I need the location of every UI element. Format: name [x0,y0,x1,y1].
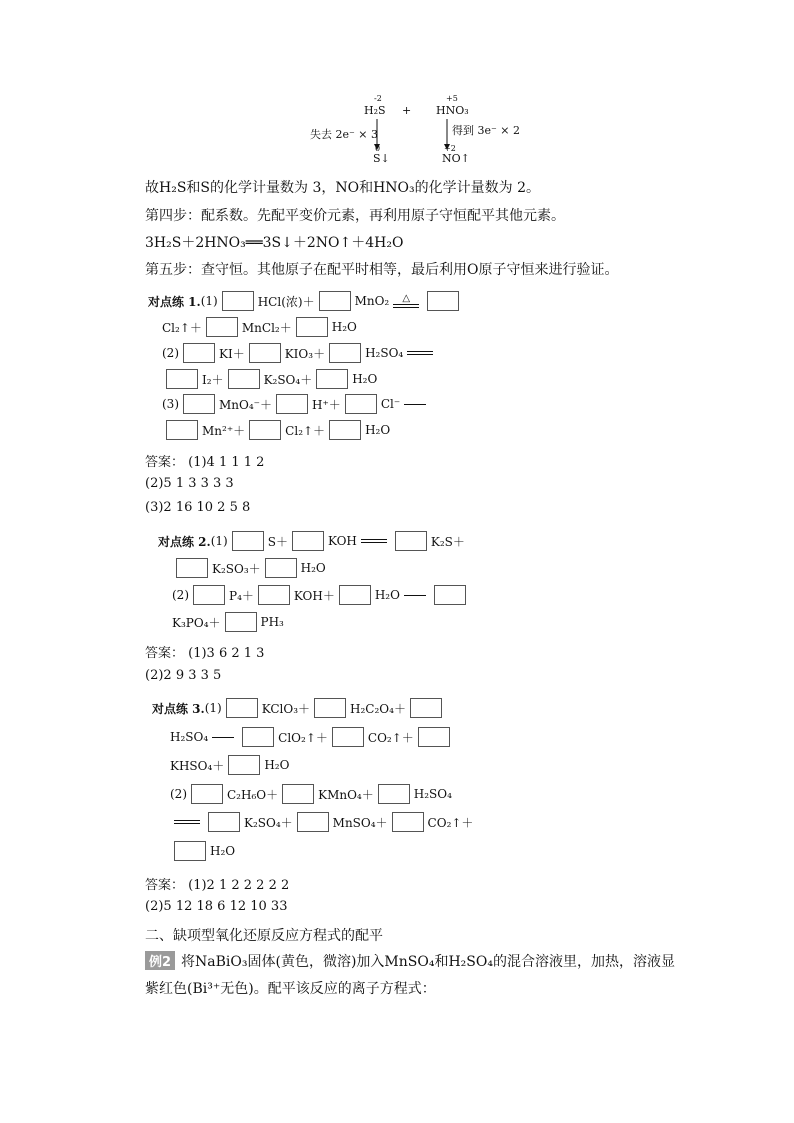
answer-box[interactable] [329,343,361,363]
example-2-text-line-1 [145,951,675,971]
formula: Mn²⁺＋ [202,423,246,438]
body-line-1: 故H₂S和S的化学计量数为 3，NO和HNO₃的化学计量数为 2。 [145,180,540,196]
formula: H₂O [365,423,391,437]
answer-box[interactable] [228,369,260,389]
formula: C₂H₆O＋ [227,787,279,802]
s-product: S↓ [373,152,390,165]
h2s-oxidation-state: -2 [374,94,382,103]
exercise-3-line-1 [152,698,446,718]
formula: MnO₄⁻＋ [219,397,272,412]
part-number: (2) [162,346,179,360]
example-2-text-line-2: 紫红色(Bi³⁺无色)。配平该反应的离子方程式： [145,981,436,997]
equals-sign [174,820,200,824]
answer-box[interactable] [434,585,466,605]
exercise-1-line-4 [162,369,377,389]
s-oxidation-state: 0 [375,144,381,153]
answer-box[interactable] [176,558,208,578]
answer-box[interactable] [410,698,442,718]
formula: Cl₂↑＋ [162,320,202,335]
no-oxidation-state: +2 [444,144,456,153]
long-dash [404,595,426,596]
answer-box[interactable] [345,394,377,414]
formula: MnSO₄＋ [332,815,388,830]
answer-box[interactable] [427,291,459,311]
long-dash [404,404,426,405]
answer-box[interactable] [206,317,238,337]
answer-box[interactable] [226,698,258,718]
answer-box[interactable] [339,585,371,605]
lose-electrons-label: 失去 2e⁻ × 3 [310,128,379,141]
example-tag: 例2 [145,951,175,970]
hno3-oxidation-state: +5 [446,94,458,103]
formula: H₂O [331,320,357,334]
answer-box[interactable] [166,369,198,389]
answer-box[interactable] [249,343,281,363]
exercise-2-line-1 [158,531,465,551]
answer-1-line-1: 答案： (1)4 1 1 1 2 [145,455,265,470]
electron-transfer-diagram [310,94,550,165]
formula: K₂SO₄＋ [263,372,313,387]
no-product: NO↑ [442,152,470,165]
answer-box[interactable] [249,420,281,440]
answer-box[interactable] [225,612,257,632]
formula: P₄＋ [229,588,254,603]
formula: H₂O [300,561,326,575]
formula: CO₂↑＋ [367,730,414,745]
formula: Cl₂↑＋ [285,423,326,438]
formula: KMnO₄＋ [318,787,374,802]
answer-box[interactable] [183,394,215,414]
answer-2-line-2: (2)2 9 3 3 5 [145,668,222,683]
exercise-3-line-3 [170,755,289,775]
formula: ClO₂↑＋ [278,730,328,745]
example-2-text: 将NaBiO₃固体(黄色，微溶)加入MnSO₄和H₂SO₄的混合溶液里，加热，溶液显 [181,954,675,970]
exercise-1-line-5 [162,394,430,414]
answer-box[interactable] [193,585,225,605]
formula: PH₃ [260,615,284,629]
formula: H₂SO₄ [413,787,452,801]
formula: KOH＋ [293,588,335,603]
part-number: (2) [172,588,189,602]
exercise-2-line-3 [172,585,470,605]
formula: CO₂↑＋ [427,815,474,830]
answer-box[interactable] [242,727,274,747]
formula: K₂S＋ [430,534,465,549]
formula: I₂＋ [202,372,224,387]
formula: K₃PO₄＋ [172,615,221,630]
answer-box[interactable] [316,369,348,389]
part-number: (3) [162,397,179,411]
formula: MnCl₂＋ [241,320,292,335]
formula: HCl(浓)＋ [257,294,315,309]
answer-box[interactable] [166,420,198,440]
answer-box[interactable] [378,784,410,804]
answer-box[interactable] [174,841,206,861]
section-heading: 二、缺项型氧化还原反应方程式的配平 [145,928,383,944]
exercise-3-line-5 [170,812,473,832]
answer-box[interactable] [319,291,351,311]
answer-box[interactable] [265,558,297,578]
formula: H₂C₂O₄＋ [350,701,406,716]
formula: H₂O [210,844,236,858]
body-line-4: 第五步：查守恒。其他原子在配平时相等，最后利用O原子守恒来进行验证。 [145,262,619,278]
equals-sign [361,539,387,543]
answer-box[interactable] [232,531,264,551]
part-number: (1) [210,534,228,548]
plus-sign: + [402,104,412,117]
heat-equals-sign: △ [393,294,419,308]
answer-box[interactable] [418,727,450,747]
exercise-2-line-2 [172,558,326,578]
formula: K₂SO₄＋ [244,815,293,830]
exercise-1-line-3 [162,343,437,363]
answer-box[interactable] [228,755,260,775]
answer-3-line-2: (2)5 12 18 6 12 10 33 [145,899,288,914]
formula: H₂SO₄ [365,346,404,360]
answer-1-line-2: (2)5 1 3 3 3 3 [145,476,234,491]
exercise-2-line-4 [172,612,284,632]
answer-1-line-3: (3)2 16 10 2 5 8 [145,500,251,515]
formula: KHSO₄＋ [170,758,225,773]
hno3-formula: HNO₃ [436,104,469,117]
answer-3-line-1: 答案： (1)2 1 2 2 2 2 2 [145,878,290,893]
answer-2-line-1: 答案： (1)3 6 2 1 3 [145,646,265,661]
formula: H₂SO₄ [170,730,209,744]
h2s-formula: H₂S [364,104,386,117]
answer-box[interactable] [222,291,254,311]
body-line-2: 第四步：配系数。先配平变价元素，再利用原子守恒配平其他元素。 [145,208,565,224]
answer-box[interactable] [258,585,290,605]
answer-box[interactable] [329,420,361,440]
formula: H⁺＋ [312,397,341,412]
answer-box[interactable] [395,531,427,551]
gain-electrons-label: 得到 3e⁻ × 2 [452,124,521,137]
formula: KClO₃＋ [261,701,311,716]
answer-box[interactable] [208,812,240,832]
answer-box[interactable] [276,394,308,414]
answer-box[interactable] [314,698,346,718]
answer-box[interactable] [282,784,314,804]
formula: KI＋ [219,346,245,361]
body-equation: 3H₂S＋2HNO₃══3S↓＋2NO↑＋4H₂O [145,235,404,251]
exercise-3-line-6 [170,841,235,861]
exercise-3-line-4 [170,784,452,804]
answer-box[interactable] [332,727,364,747]
exercise-1-line-1 [148,291,463,311]
formula: KIO₃＋ [284,346,326,361]
formula: H₂O [264,758,290,772]
exercise-3-line-2 [170,727,454,747]
formula: H₂O [374,588,400,602]
exercise-1-line-2 [162,317,357,337]
equals-sign [407,351,433,355]
exercise-3-title: 对点练 3. [152,701,205,716]
formula: MnO₂ [354,294,390,308]
exercise-1-line-6 [162,420,390,440]
answer-box[interactable] [297,812,329,832]
answer-box[interactable] [392,812,424,832]
answer-box[interactable] [296,317,328,337]
answer-box[interactable] [292,531,324,551]
exercise-1-title: 对点练 1. [148,294,201,309]
formula: K₂SO₃＋ [212,561,261,576]
long-dash [212,737,234,738]
part-number: (1) [204,701,222,715]
exercise-2-title: 对点练 2. [158,534,211,549]
part-number: (2) [170,787,187,801]
formula: Cl⁻ [380,397,401,411]
answer-box[interactable] [191,784,223,804]
part-number: (1) [200,294,218,308]
answer-box[interactable] [183,343,215,363]
formula: H₂O [352,372,378,386]
formula: S＋ [267,534,288,549]
formula: KOH [327,534,357,548]
